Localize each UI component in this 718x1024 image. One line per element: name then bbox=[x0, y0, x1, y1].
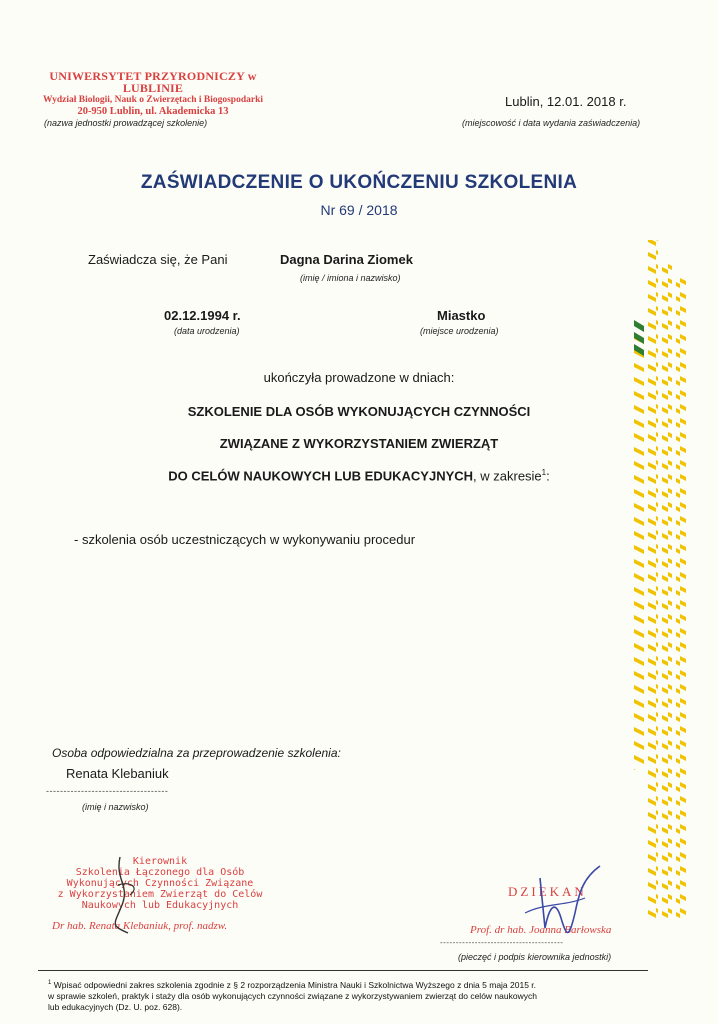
scope-footnote-ref: 1 bbox=[541, 468, 547, 477]
page-title: ZAŚWIADCZENIE O UKOŃCZENIU SZKOLENIA bbox=[140, 172, 578, 193]
decorative-stripes bbox=[632, 220, 692, 920]
stamp-bottom-line-1: Kierownik bbox=[132, 856, 188, 867]
attest-label: Zaświadcza się, że Pani bbox=[88, 252, 228, 267]
course-head-stamp bbox=[40, 856, 280, 911]
course-line-3: DO CELÓW NAUKOWYCH LUB EDUKACYJNYCH bbox=[168, 468, 474, 484]
course-line-1: SZKOLENIE DLA OSÓB WYKONUJĄCYCH CZYNNOŚCI bbox=[187, 404, 531, 419]
stripe-2 bbox=[648, 240, 658, 920]
person-name: Dagna Darina Ziomek bbox=[280, 252, 413, 267]
unit-caption: (nazwa jednostki prowadzącej szkolenie) bbox=[44, 118, 208, 128]
dean-name: Prof. dr hab. Joanna Barłowska bbox=[470, 924, 612, 936]
scope-item: - szkolenia osób uczestniczących w wykonywaniu procedur bbox=[74, 532, 416, 547]
birth-place-caption: (miejsce urodzenia) bbox=[420, 326, 499, 336]
stamp-bottom-line-4: z Wykorzystaniem Zwierząt do Celów bbox=[57, 889, 263, 900]
scope-label: , w zakresie bbox=[473, 468, 542, 484]
scope-colon: : bbox=[546, 468, 550, 484]
footnote-line-2: w sprawie szkoleń, praktyk i staży dla osób wykonujących czynności związane z wykorzystywaniem zwierząt do celów naukowych bbox=[48, 990, 537, 1001]
stamp-line-1: UNIWERSYTET PRZYRODNICZY w LUBLINIE bbox=[49, 69, 257, 95]
footnote-text-1: Wpisać odpowiedni zakres szkolenia zgodnie z § 2 rozporządzenia Ministra Nauki i Szkolnictwa Wyższego z dnia 5 maja 2015 r. bbox=[53, 979, 537, 990]
dean-dashes: --------------------------------------- bbox=[440, 938, 564, 947]
handwritten-signature-1 bbox=[100, 855, 150, 935]
footnote-sup: 1 bbox=[48, 980, 52, 986]
stamp-bottom-line-5: Naukowych lub Edukacyjnych bbox=[81, 900, 239, 911]
birth-place: Miastko bbox=[437, 308, 486, 323]
course-line-2: ZWIĄZANE Z WYKORZYSTANIEM ZWIERZĄT bbox=[219, 436, 499, 451]
responsible-dashes: ----------------------------------- bbox=[46, 786, 169, 796]
birth-date-caption: (data urodzenia) bbox=[174, 326, 240, 336]
certificate-number: Nr 69 / 2018 bbox=[320, 202, 398, 218]
footnote bbox=[48, 978, 648, 1013]
university-stamp bbox=[38, 70, 268, 118]
footnote-rule bbox=[38, 970, 648, 971]
stripe-1 bbox=[634, 330, 644, 770]
responsible-caption: (imię i nazwisko) bbox=[82, 802, 149, 812]
handwritten-signature-2 bbox=[505, 858, 625, 948]
responsible-name: Renata Klebaniuk bbox=[66, 766, 169, 781]
stripe-4 bbox=[676, 275, 686, 920]
place-date: Lublin, 12.01. 2018 r. bbox=[505, 94, 627, 109]
dean-caption: (pieczęć i podpis kierownika jednostki) bbox=[458, 952, 612, 962]
dean-stamp: DZIEKAN bbox=[508, 884, 587, 899]
footnote-line-3: lub edukacyjnych (Dz. U. poz. 628). bbox=[48, 1001, 183, 1012]
person-name-caption: (imię / imiona i nazwisko) bbox=[300, 273, 401, 283]
course-line-3-row bbox=[0, 468, 718, 483]
responsible-label: Osoba odpowiedzialna za przeprowadzenie szkolenia: bbox=[52, 746, 341, 760]
birth-date: 02.12.1994 r. bbox=[164, 308, 241, 323]
stamp-line-2: Wydział Biologii, Nauk o Zwierzętach i Biogospodarki bbox=[42, 95, 263, 105]
footnote-line-1 bbox=[48, 978, 648, 991]
stamp-bottom-line-2: Szkolenia Łączonego dla Osób bbox=[75, 867, 245, 878]
completed-text: ukończyła prowadzone w dniach: bbox=[263, 370, 455, 385]
stripe-3 bbox=[662, 260, 672, 920]
stamp-bottom-line-3: Wykonujących Czynności Związane bbox=[66, 878, 254, 889]
course-head-signature-line: Dr hab. Renata Klebaniuk, prof. nadzw. bbox=[52, 920, 228, 932]
stamp-line-3: 20-950 Lublin, ul. Akademicka 13 bbox=[77, 106, 229, 117]
place-date-caption: (miejscowość i data wydania zaświadczenia) bbox=[462, 118, 641, 128]
